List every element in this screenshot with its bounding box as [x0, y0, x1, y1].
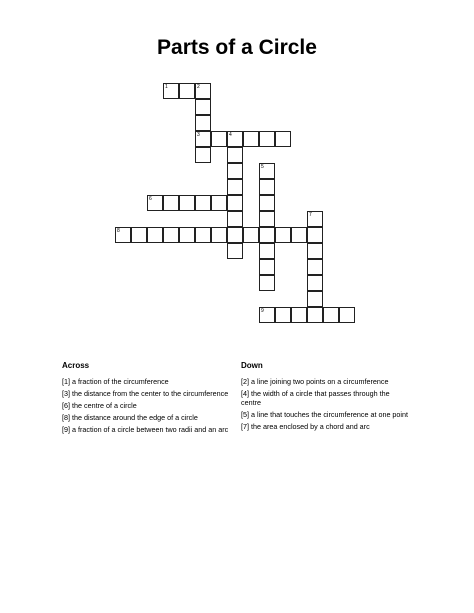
puzzle-title: Parts of a Circle — [157, 36, 317, 59]
down-clue-7 — [241, 422, 411, 431]
grid-cell[interactable] — [147, 227, 163, 243]
grid-cell[interactable] — [227, 243, 243, 259]
grid-cell[interactable] — [195, 147, 211, 163]
grid-cell[interactable] — [259, 243, 275, 259]
grid-cell[interactable] — [307, 211, 323, 227]
clue-text: the area enclosed by a chord and arc — [251, 422, 370, 431]
grid-cell[interactable] — [259, 307, 275, 323]
grid-cell[interactable] — [211, 227, 227, 243]
clue-text: a line that touches the circumference at one point — [251, 410, 409, 419]
down-heading: Down — [241, 361, 263, 370]
down-clue-5 — [241, 410, 411, 419]
grid-cell[interactable] — [227, 195, 243, 211]
clue-text: the centre of a circle — [72, 401, 137, 410]
cell-number: 2 — [197, 84, 200, 90]
grid-cell[interactable] — [307, 291, 323, 307]
grid-cell[interactable] — [211, 131, 227, 147]
grid-cell[interactable] — [291, 227, 307, 243]
grid-cell[interactable] — [163, 83, 179, 99]
clue-text: a line joining two points on a circumference — [251, 377, 389, 386]
cell-number: 5 — [261, 164, 264, 170]
cell-number: 4 — [229, 132, 232, 138]
grid-cell[interactable] — [259, 259, 275, 275]
grid-cell[interactable] — [163, 195, 179, 211]
clue-text: the width of a circle that passes through the centre — [241, 389, 390, 407]
cell-number: 6 — [149, 196, 152, 202]
across-clue-6 — [62, 401, 232, 410]
across-clues — [62, 377, 232, 437]
cell-number: 7 — [309, 212, 312, 218]
grid-cell[interactable] — [211, 195, 227, 211]
grid-cell[interactable] — [275, 307, 291, 323]
down-clues — [241, 377, 411, 434]
clue-text: a fraction of a circle between two radii and an arc — [72, 425, 229, 434]
grid-cell[interactable] — [259, 275, 275, 291]
grid-cell[interactable] — [227, 163, 243, 179]
clue-text: a fraction of the circumference — [72, 377, 169, 386]
grid-cell[interactable] — [323, 307, 339, 323]
clue-number: [1] — [62, 377, 70, 386]
grid-cell[interactable] — [275, 131, 291, 147]
grid-cell[interactable] — [195, 99, 211, 115]
grid-cell[interactable] — [275, 227, 291, 243]
grid-cell[interactable] — [179, 195, 195, 211]
grid-cell[interactable] — [259, 131, 275, 147]
grid-cell[interactable] — [307, 307, 323, 323]
clue-number: [3] — [62, 389, 70, 398]
grid-cell[interactable] — [307, 243, 323, 259]
grid-cell[interactable] — [259, 211, 275, 227]
clue-text: the distance from the center to the circumference — [72, 389, 229, 398]
clue-number: [8] — [62, 413, 70, 422]
grid-cell[interactable] — [195, 83, 211, 99]
clue-number: [6] — [62, 401, 70, 410]
clue-number: [4] — [241, 389, 249, 398]
grid-cell[interactable] — [243, 131, 259, 147]
clue-number: [2] — [241, 377, 249, 386]
grid-cell[interactable] — [131, 227, 147, 243]
grid-cell[interactable] — [227, 227, 243, 243]
grid-cell[interactable] — [195, 227, 211, 243]
grid-cell[interactable] — [307, 227, 323, 243]
cell-number: 8 — [117, 228, 120, 234]
grid-cell[interactable] — [307, 259, 323, 275]
cell-number: 1 — [165, 84, 168, 90]
grid-cell[interactable] — [243, 227, 259, 243]
clue-text: the distance around the edge of a circle — [72, 413, 198, 422]
grid-cell[interactable] — [179, 227, 195, 243]
cell-number: 3 — [197, 132, 200, 138]
grid-cell[interactable] — [259, 179, 275, 195]
across-clue-3 — [62, 389, 232, 398]
clue-number: [7] — [241, 422, 249, 431]
cell-number: 9 — [261, 308, 264, 314]
down-clue-4 — [241, 389, 411, 407]
grid-cell[interactable] — [195, 195, 211, 211]
clue-number: [5] — [241, 410, 249, 419]
grid-cell[interactable] — [179, 83, 195, 99]
grid-cell[interactable] — [259, 195, 275, 211]
grid-cell[interactable] — [115, 227, 131, 243]
across-clue-8 — [62, 413, 232, 422]
grid-cell[interactable] — [259, 163, 275, 179]
grid-cell[interactable] — [147, 195, 163, 211]
grid-cell[interactable] — [163, 227, 179, 243]
grid-cell[interactable] — [195, 115, 211, 131]
across-heading: Across — [62, 361, 90, 370]
down-clue-2 — [241, 377, 411, 386]
grid-cell[interactable] — [227, 211, 243, 227]
across-clue-1 — [62, 377, 232, 386]
grid-cell[interactable] — [259, 227, 275, 243]
grid-cell[interactable] — [307, 275, 323, 291]
clue-number: [9] — [62, 425, 70, 434]
grid-cell[interactable] — [227, 179, 243, 195]
grid-cell[interactable] — [195, 131, 211, 147]
grid-cell[interactable] — [291, 307, 307, 323]
grid-cell[interactable] — [339, 307, 355, 323]
grid-cell[interactable] — [227, 147, 243, 163]
grid-cell[interactable] — [227, 131, 243, 147]
across-clue-9 — [62, 425, 232, 434]
